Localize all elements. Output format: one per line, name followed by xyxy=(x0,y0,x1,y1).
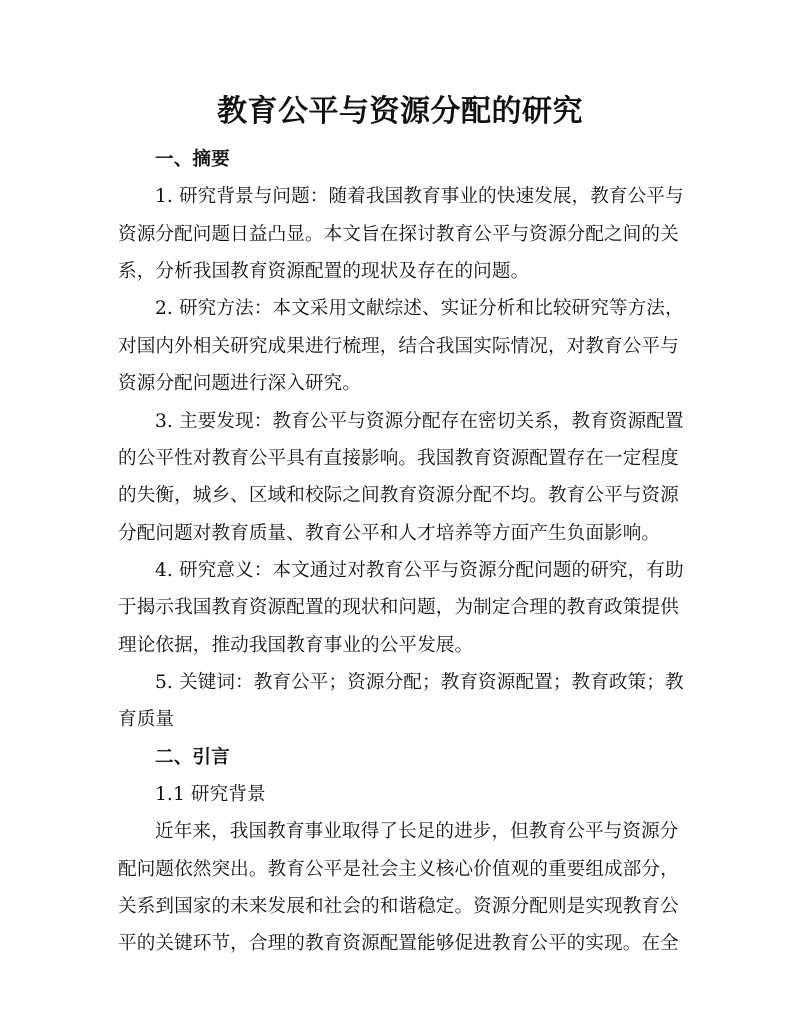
paragraph-line: 3. 主要发现：教育公平与资源分配存在密切关系，教育资源配置 xyxy=(155,411,684,432)
paragraph-line: 1. 研究背景与问题：随着我国教育事业的快速发展，教育公平与 xyxy=(155,186,684,207)
paragraph-line: 近年来，我国教育事业取得了长足的进步，但教育公平与资源分 xyxy=(155,821,679,842)
paragraph-line: 配问题依然突出。教育公平是社会主义核心价值观的重要组成部分， xyxy=(118,859,679,880)
subsection-heading: 1.1 研究背景 xyxy=(155,784,266,805)
paragraph-line: 分配问题对教育质量、教育公平和人才培养等方面产生负面影响。 xyxy=(118,523,661,544)
paragraph-line: 系，分析我国教育资源配置的现状及存在的问题。 xyxy=(118,261,530,282)
paragraph-line: 4. 研究意义：本文通过对教育公平与资源分配问题的研究，有助 xyxy=(155,560,684,581)
paragraph-line: 育质量 xyxy=(118,709,175,730)
paragraph-line: 资源分配问题日益凸显。本文旨在探讨教育公平与资源分配之间的关 xyxy=(118,224,679,245)
paragraph-line: 平的关键环节，合理的教育资源配置能够促进教育公平的实现。在全 xyxy=(118,933,679,954)
paragraph-line: 5. 关键词：教育公平；资源分配；教育资源配置；教育政策；教 xyxy=(155,672,684,693)
paragraph-line: 的失衡，城乡、区域和校际之间教育资源分配不均。教育公平与资源 xyxy=(118,485,679,506)
paragraph-line: 理论依据，推动我国教育事业的公平发展。 xyxy=(118,635,474,656)
document-title: 教育公平与资源分配的研究 xyxy=(217,94,583,129)
section-heading-intro: 二、引言 xyxy=(155,747,230,768)
paragraph-line: 于揭示我国教育资源配置的现状和问题，为制定合理的教育政策提供 xyxy=(118,597,679,618)
paragraph-line: 关系到国家的未来发展和社会的和谐稳定。资源分配则是实现教育公 xyxy=(118,896,679,917)
paragraph-line: 的公平性对教育公平具有直接影响。我国教育资源配置存在一定程度 xyxy=(118,448,679,469)
paragraph-line: 2. 研究方法：本文采用文献综述、实证分析和比较研究等方法， xyxy=(155,298,684,319)
section-heading-abstract: 一、摘要 xyxy=(155,149,230,170)
paragraph-line: 资源分配问题进行深入研究。 xyxy=(118,373,362,394)
paragraph-line: 对国内外相关研究成果进行梳理，结合我国实际情况，对教育公平与 xyxy=(118,336,679,357)
